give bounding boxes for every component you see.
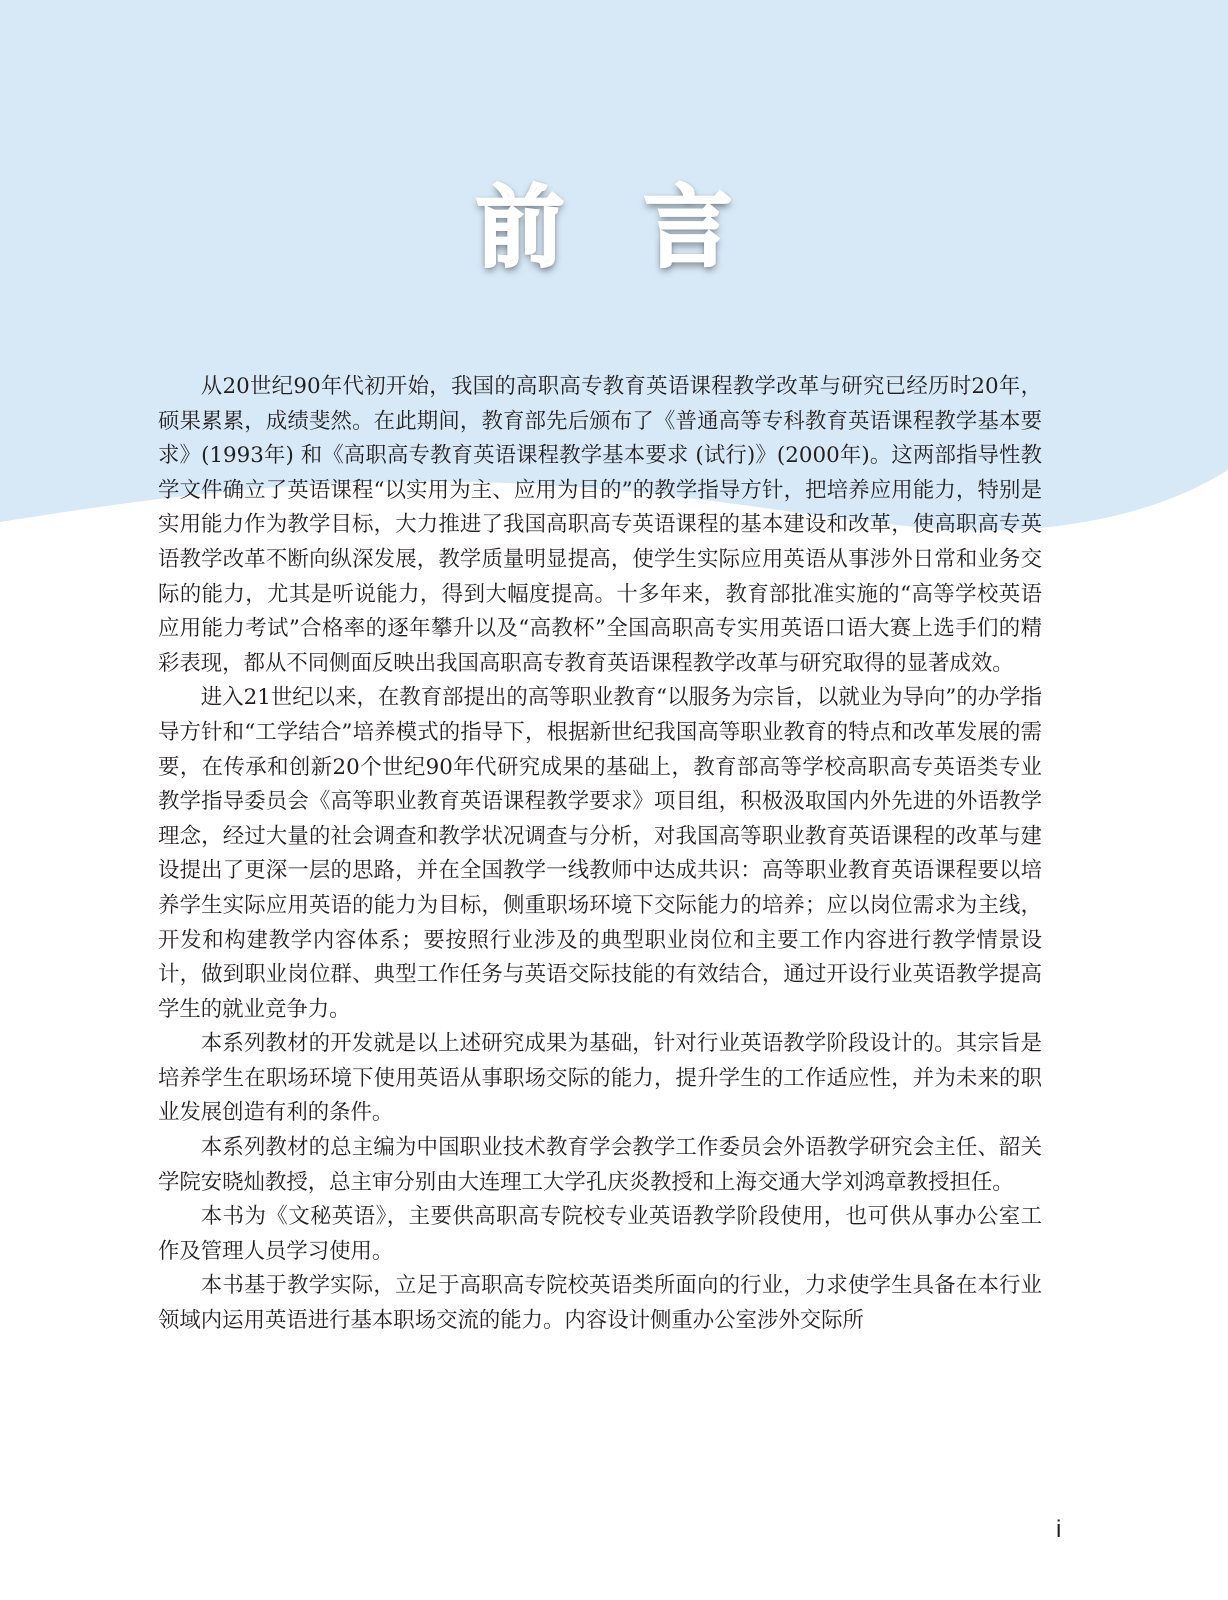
preface-body (158, 370, 1042, 1339)
paragraph-1: 从20世纪90年代初开始，我国的高职高专教育英语课程教学改革与研究已经历时20年，硕果累累，成绩斐然。在此期间，教育部先后颁布了《普通高等专科教育英语课程教学基本要求》(1993年) 和《高职高专教育英语课程教学基本要求 (试行)》(2000年)。这两部指导性教学文件确立了英语课程“以实用为主、应用为目的”的教学指导方针，把培养应用能力，特别是实用能力作为教学目标，大力推进了我国高职高专英语课程的基本建设和改革，使高职高专英语教学改革不断向纵深发展，教学质量明显提高，使学生实际应用英语从事涉外日常和业务交际的能力，尤其是听说能力，得到大幅度提高。十多年来，教育部批准实施的“高等学校英语应用能力考试”合格率的逐年攀升以及“高教杯”全国高职高专实用英语口语大赛上选手们的精彩表现，都从不同侧面反映出我国高职高专教育英语课程教学改革与研究取得的显著成效。 (158, 374, 1042, 676)
page-number: i (1056, 1516, 1062, 1543)
paragraph-2: 进入21世纪以来，在教育部提出的高等职业教育“以服务为宗旨，以就业为导向”的办学指导方针和“工学结合”培养模式的指导下，根据新世纪我国高等职业教育的特点和改革发展的需要，在传承和创新20个世纪90年代研究成果的基础上，教育部高等学校高职高专英语类专业教学指导委员会《高等职业教育英语课程教学要求》项目组，积极汲取国内外先进的外语教学理念，经过大量的社会调查和教学状况调查与分析，对我国高等职业教育英语课程的改革与建设提出了更深一层的思路，并在全国教学一线教师中达成共识：高等职业教育英语课程要以培养学生实际应用英语的能力为目标，侧重职场环境下交际能力的培养；应以岗位需求为主线，开发和构建教学内容体系；要按照行业涉及的典型职业岗位和主要工作内容进行教学情景设计，做到职业岗位群、典型工作任务与英语交际技能的有效结合，通过开设行业英语教学提高学生的就业竞争力。 (158, 685, 1042, 1022)
page-title: 前言 (475, 176, 812, 279)
paragraph-4: 本系列教材的总主编为中国职业技术教育学会教学工作委员会外语教学研究会主任、韶关学院安晓灿教授，总主审分别由大连理工大学孔庆炎教授和上海交通大学刘鸿章教授担任。 (158, 1135, 1042, 1195)
paragraph-6: 本书基于教学实际，立足于高职高专院校英语类所面向的行业，力求使学生具备在本行业领域内运用英语进行基本职场交流的能力。内容设计侧重办公室涉外交际所 (158, 1273, 1042, 1334)
paragraph-5: 本书为《文秘英语》，主要供高职高专院校专业英语教学阶段使用，也可供从事办公室工作及管理人员学习使用。 (158, 1204, 1042, 1264)
paragraph-3: 本系列教材的开发就是以上述研究成果为基础，针对行业英语教学阶段设计的。其宗旨是培养学生在职场环境下使用英语从事职场交际的能力，提升学生的工作适应性，并为未来的职业发展创造有利的条件。 (158, 1031, 1042, 1126)
